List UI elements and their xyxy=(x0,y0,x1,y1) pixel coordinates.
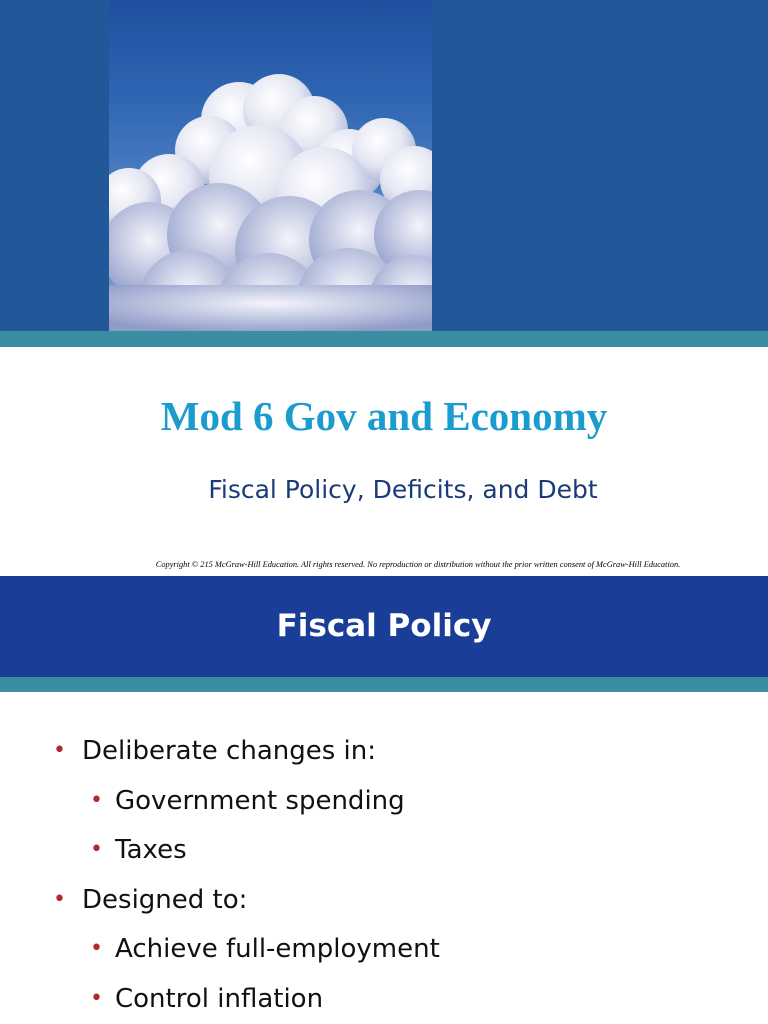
bullet-text: Control inflation xyxy=(115,983,324,1014)
slide-title: Mod 6 Gov and Economy xyxy=(160,393,608,439)
content-slide-header xyxy=(0,576,768,677)
content-slide-title: Fiscal Policy xyxy=(276,608,492,644)
bullet-marker: • xyxy=(90,787,103,813)
sub-bullet-item xyxy=(0,776,768,826)
sub-bullet-item xyxy=(0,825,768,875)
bullet-item xyxy=(0,726,768,776)
cloud-photo xyxy=(109,0,432,331)
bullet-text: Designed to: xyxy=(82,884,248,915)
bullet-text: Government spending xyxy=(115,785,405,816)
content-slide xyxy=(0,576,768,1024)
bullet-text: Deliberate changes in: xyxy=(82,736,376,766)
content-slide-accent-band xyxy=(0,677,768,692)
bullet-list xyxy=(0,726,768,1024)
copyright-notice: Copyright © 215 McGraw-Hill Education. All rights reserved. No reproduction or distribution without the prior written consent of McGraw-Hill Education. xyxy=(155,560,681,569)
bullet-text: Achieve full-employment xyxy=(115,934,440,965)
bullet-marker: • xyxy=(53,738,66,763)
bullet-marker: • xyxy=(90,936,103,962)
bullet-text: Taxes xyxy=(115,835,187,866)
bullet-marker: • xyxy=(53,886,66,912)
title-slide-accent-band xyxy=(0,331,768,347)
bullet-item xyxy=(0,875,768,925)
sub-bullet-item xyxy=(0,924,768,974)
slide-subtitle: Fiscal Policy, Deficits, and Debt xyxy=(208,475,598,504)
bullet-marker: • xyxy=(90,985,103,1011)
sub-bullet-item xyxy=(0,974,768,1024)
bullet-marker: • xyxy=(90,837,103,863)
title-slide-header xyxy=(0,0,768,331)
